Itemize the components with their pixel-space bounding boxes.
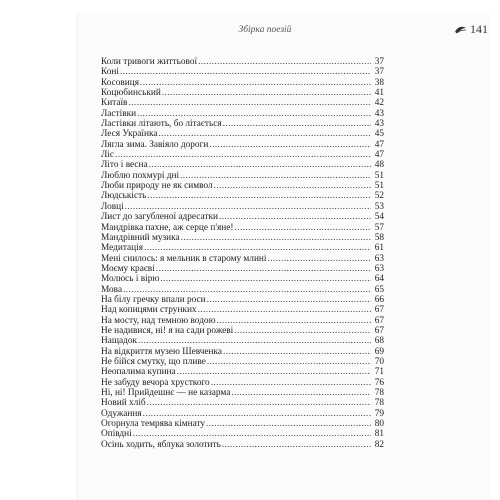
toc-entry-title: Ні, ні! Прийдешнє — не казарма bbox=[101, 388, 231, 398]
toc-leader-dots bbox=[147, 398, 371, 408]
toc-entry-title: На відкриття музею Шевченка bbox=[101, 346, 223, 357]
toc-leader-dots bbox=[160, 274, 371, 284]
toc-entry-title: Китаїв bbox=[101, 98, 128, 109]
toc-entry-title: Ластівки літають, бо літається bbox=[101, 119, 222, 130]
toc-entry bbox=[101, 378, 384, 388]
toc-entry-title: Люблю похмурі дні bbox=[101, 170, 180, 181]
toc-entry-title: Ластівки bbox=[101, 108, 137, 119]
toc-entry bbox=[101, 316, 384, 326]
toc-entry bbox=[101, 67, 384, 77]
toc-entry-title: Медитація bbox=[101, 243, 143, 254]
toc-entry-title: Над копицями струнких bbox=[101, 305, 197, 316]
toc-entry bbox=[101, 98, 384, 108]
toc-entry bbox=[101, 88, 384, 98]
toc-entry-title: Осінь ходить, яблука золотить bbox=[101, 439, 221, 450]
toc-leader-dots bbox=[162, 88, 371, 98]
toc-entry-page: 64 bbox=[374, 274, 384, 285]
toc-entry-page: 48 bbox=[374, 160, 384, 171]
toc-entry-title: Огорнула темрява кімнату bbox=[101, 419, 206, 430]
toc-entry-page: 53 bbox=[374, 201, 384, 212]
toc-entry bbox=[101, 388, 384, 398]
toc-leader-dots bbox=[158, 129, 371, 139]
toc-leader-dots bbox=[222, 440, 371, 450]
toc-leader-dots bbox=[144, 243, 371, 253]
toc-leader-dots bbox=[223, 119, 371, 129]
toc-entry-page: 68 bbox=[374, 336, 384, 347]
toc-entry-page: 78 bbox=[374, 388, 384, 398]
toc-entry-title: Ліс bbox=[101, 150, 115, 161]
toc-leader-dots bbox=[177, 367, 371, 377]
toc-entry-page: 42 bbox=[374, 98, 384, 109]
toc-entry bbox=[101, 398, 384, 408]
toc-entry-title: Не надивися, ні! я на сади рожеві bbox=[101, 325, 234, 336]
toc-entry bbox=[101, 202, 384, 212]
toc-entry bbox=[101, 181, 384, 191]
toc-entry-title: Неопалима купина bbox=[101, 367, 176, 378]
running-title: Збірка поезій bbox=[238, 25, 292, 35]
toc-entry-page: 54 bbox=[374, 212, 384, 223]
toc-entry bbox=[101, 357, 384, 367]
toc-entry-page: 65 bbox=[374, 284, 384, 295]
toc-entry-page: 79 bbox=[374, 408, 384, 419]
toc-entry-title: Ловці bbox=[101, 201, 124, 212]
toc-leader-dots bbox=[209, 140, 371, 150]
toc-entry bbox=[101, 140, 384, 150]
toc-leader-dots bbox=[149, 160, 371, 170]
toc-leader-dots bbox=[207, 295, 371, 305]
toc-entry bbox=[101, 419, 384, 429]
toc-leader-dots bbox=[198, 57, 371, 67]
toc-entry-title: Коцюбинський bbox=[101, 88, 161, 99]
toc-entry-page: 37 bbox=[374, 67, 384, 78]
toc-entry-title: Мені снилось: я мельник в старому млині bbox=[101, 253, 267, 264]
page-number: 141 bbox=[470, 22, 488, 36]
toc-entry bbox=[101, 160, 384, 170]
toc-entry-title: Леся Українка bbox=[101, 129, 158, 140]
toc-entry-page: 43 bbox=[374, 108, 384, 119]
toc-entry-title: Люби природу не як символ bbox=[101, 181, 213, 192]
toc-entry-title: Новий хліб bbox=[101, 398, 146, 409]
toc-entry-page: 38 bbox=[374, 77, 384, 88]
toc-entry-page: 45 bbox=[374, 129, 384, 140]
toc-entry-page: 67 bbox=[374, 315, 384, 326]
toc-entry bbox=[101, 57, 384, 67]
toc-leader-dots bbox=[223, 347, 371, 357]
toc-entry-title: Нащадок bbox=[101, 336, 138, 347]
toc-entry-title: Одужання bbox=[101, 408, 142, 419]
toc-leader-dots bbox=[206, 419, 371, 429]
toc-leader-dots bbox=[234, 326, 371, 336]
toc-leader-dots bbox=[125, 202, 371, 212]
toc-entry-title: Косовиця bbox=[101, 77, 140, 88]
toc-leader-dots bbox=[140, 78, 371, 88]
toc-entry-title: Опівдні bbox=[101, 429, 132, 440]
toc-entry-page: 63 bbox=[374, 263, 384, 274]
toc-leader-dots bbox=[235, 223, 372, 233]
toc-leader-dots bbox=[115, 150, 371, 160]
toc-entry bbox=[101, 223, 384, 233]
toc-leader-dots bbox=[156, 264, 371, 274]
toc-entry bbox=[101, 367, 384, 377]
toc-entry bbox=[101, 191, 384, 201]
toc-entry bbox=[101, 285, 384, 295]
toc-leader-dots bbox=[133, 429, 371, 439]
toc-entry bbox=[101, 78, 384, 88]
toc-entry bbox=[101, 212, 384, 222]
toc-entry bbox=[101, 305, 384, 315]
toc-entry-page: 51 bbox=[374, 181, 384, 192]
toc-entry-page: 43 bbox=[374, 119, 384, 130]
toc-entry-page: 41 bbox=[374, 88, 384, 99]
table-of-contents bbox=[101, 57, 384, 450]
toc-entry-page: 63 bbox=[374, 253, 384, 264]
toc-entry bbox=[101, 347, 384, 357]
toc-entry bbox=[101, 274, 384, 284]
toc-leader-dots bbox=[181, 233, 371, 243]
toc-entry bbox=[101, 233, 384, 243]
toc-leader-dots bbox=[219, 212, 371, 222]
page-number-block bbox=[454, 22, 488, 37]
toc-entry-page: 69 bbox=[374, 346, 384, 357]
toc-entry bbox=[101, 150, 384, 160]
toc-entry bbox=[101, 336, 384, 346]
leaf-ornament-icon bbox=[454, 25, 467, 34]
toc-entry bbox=[101, 109, 384, 119]
toc-entry-page: 71 bbox=[374, 367, 384, 378]
toc-entry-page: 47 bbox=[374, 150, 384, 161]
toc-entry-page: 37 bbox=[374, 57, 384, 67]
toc-entry-title: Молюсь і вірю bbox=[101, 274, 160, 285]
toc-entry-title: Коли тривоги життьової bbox=[101, 57, 198, 67]
toc-entry bbox=[101, 171, 384, 181]
toc-entry bbox=[101, 254, 384, 264]
toc-leader-dots bbox=[198, 305, 371, 315]
toc-leader-dots bbox=[147, 191, 371, 201]
toc-entry-title: Не бійся смутку, що пливе bbox=[101, 356, 206, 367]
toc-entry-title: Мандрівний музика bbox=[101, 232, 180, 243]
toc-entry bbox=[101, 440, 384, 450]
toc-leader-dots bbox=[231, 388, 371, 398]
toc-entry bbox=[101, 429, 384, 439]
toc-entry-title: Коні bbox=[101, 67, 119, 78]
toc-entry-page: 61 bbox=[374, 243, 384, 254]
toc-entry-title: Не забуду вечора хрусткого bbox=[101, 377, 210, 388]
toc-entry bbox=[101, 129, 384, 139]
toc-entry-page: 70 bbox=[374, 356, 384, 367]
toc-entry-page: 47 bbox=[374, 139, 384, 150]
toc-entry bbox=[101, 264, 384, 274]
toc-entry-page: 67 bbox=[374, 325, 384, 336]
toc-leader-dots bbox=[120, 67, 371, 77]
toc-leader-dots bbox=[137, 109, 371, 119]
toc-entry-page: 58 bbox=[374, 232, 384, 243]
toc-entry-page: 52 bbox=[374, 191, 384, 202]
toc-leader-dots bbox=[138, 336, 371, 346]
toc-entry-page: 66 bbox=[374, 294, 384, 305]
toc-leader-dots bbox=[143, 409, 371, 419]
toc-entry-page: 82 bbox=[374, 439, 384, 450]
toc-entry-title: Літо і весна bbox=[101, 160, 148, 171]
toc-entry bbox=[101, 119, 384, 129]
page-header bbox=[78, 22, 488, 40]
toc-entry-title: Мова bbox=[101, 284, 123, 295]
toc-leader-dots bbox=[214, 181, 371, 191]
toc-entry-title: Людськість bbox=[101, 191, 147, 202]
toc-leader-dots bbox=[128, 98, 371, 108]
toc-leader-dots bbox=[207, 357, 371, 367]
toc-entry-title: Лист до загубленої адресатки bbox=[101, 212, 218, 223]
toc-entry-page: 57 bbox=[374, 222, 384, 233]
toc-entry bbox=[101, 295, 384, 305]
toc-leader-dots bbox=[123, 285, 371, 295]
toc-entry-page: 80 bbox=[374, 419, 384, 430]
toc-entry bbox=[101, 243, 384, 253]
toc-entry bbox=[101, 326, 384, 336]
toc-leader-dots bbox=[211, 378, 371, 388]
toc-entry bbox=[101, 409, 384, 419]
toc-entry-title: На білу гречку впали роси bbox=[101, 294, 206, 305]
toc-leader-dots bbox=[217, 316, 371, 326]
toc-entry-title: Лягла зима. Завіяло дороги bbox=[101, 139, 209, 150]
toc-entry-page: 51 bbox=[374, 170, 384, 181]
toc-leader-dots bbox=[267, 254, 371, 264]
toc-entry-page: 76 bbox=[374, 377, 384, 388]
toc-entry-page: 67 bbox=[374, 305, 384, 316]
toc-leader-dots bbox=[180, 171, 371, 181]
toc-entry-title: Моєму краєві bbox=[101, 263, 155, 274]
toc-entry-page: 78 bbox=[374, 398, 384, 409]
toc-entry-page: 81 bbox=[374, 429, 384, 440]
toc-entry-title: На мосту, над темною водою bbox=[101, 315, 216, 326]
toc-entry-title: Мандрівка пахне, аж серце п'яне! bbox=[101, 222, 234, 233]
